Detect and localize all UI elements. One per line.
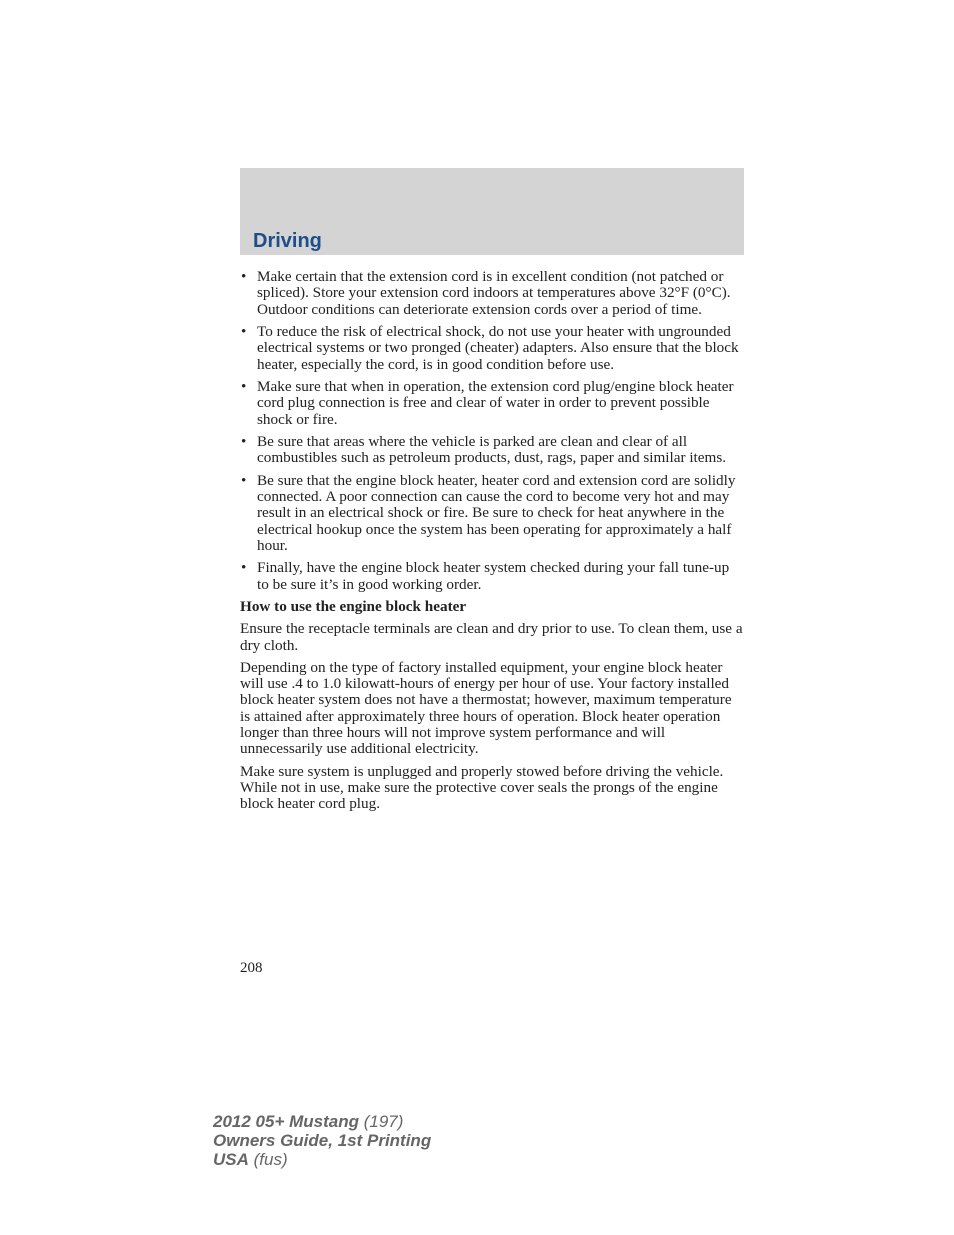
list-item: • Finally, have the engine block heater system checked during your fall tune-up to be sure it’s in good working order. — [240, 560, 744, 593]
footer-line-region — [213, 1150, 431, 1169]
list-item: • Make sure that when in operation, the extension cord plug/engine block heater cord plug connection is free and clear of water in order to prevent possible shock or fire. — [240, 379, 744, 428]
list-item: • Be sure that the engine block heater, heater cord and extension cord are solidly connected. A poor connection can cause the cord to become very hot and may result in an electrical shock or fire. Be sure to check for heat anywhere in the electrical hookup once the system has been operating for approximately a half hour. — [240, 473, 744, 554]
list-item: • To reduce the risk of electrical shock, do not use your heater with ungrounded electrical systems or two pronged (cheater) adapters. Also ensure that the block heater, especially the cord, is in good condition before use. — [240, 324, 744, 373]
list-item: • Make certain that the extension cord is in excellent condition (not patched or spliced). Store your extension cord indoors at temperatures above 32°F (0°C). Outdoor conditions can deteriorate extension cords over a period of time. — [240, 269, 744, 318]
subheading: How to use the engine block heater — [240, 597, 467, 615]
footer-region-code: (fus) — [248, 1150, 288, 1169]
bullet-list — [240, 269, 744, 593]
footer-line-model — [213, 1112, 431, 1131]
list-item: • Be sure that areas where the vehicle is parked are clean and clear of all combustibles such as petroleum products, dust, rags, paper and similar items. — [240, 434, 744, 467]
document-footer — [213, 1112, 431, 1169]
paragraph: Ensure the receptacle terminals are clean and dry prior to use. To clean them, use a dry cloth. — [240, 620, 743, 654]
section-title: Driving — [253, 230, 322, 252]
page-content — [240, 269, 744, 819]
section-header-band — [240, 168, 744, 255]
footer-model-code: (197) — [359, 1112, 404, 1131]
footer-model: 2012 05+ Mustang — [213, 1112, 359, 1131]
paragraph: Depending on the type of factory installed equipment, your engine block heater will use .4 to 1.0 kilowatt-hours of energy per hour of use. Your factory installed block heater system does not have a thermostat; however, maximum temperature is attained after approximately three hours of operation. Block heater operation longer than three hours will not improve system performance and will unnecessarily use additional electricity. — [240, 658, 732, 758]
paragraph: Make sure system is unplugged and properly stowed before driving the vehicle. While not in use, make sure the protective cover seals the prongs of the engine block heater cord plug. — [240, 762, 724, 813]
page-number: 208 — [240, 960, 263, 976]
footer-region: USA — [213, 1150, 249, 1169]
footer-line-edition: Owners Guide, 1st Printing — [213, 1131, 432, 1150]
